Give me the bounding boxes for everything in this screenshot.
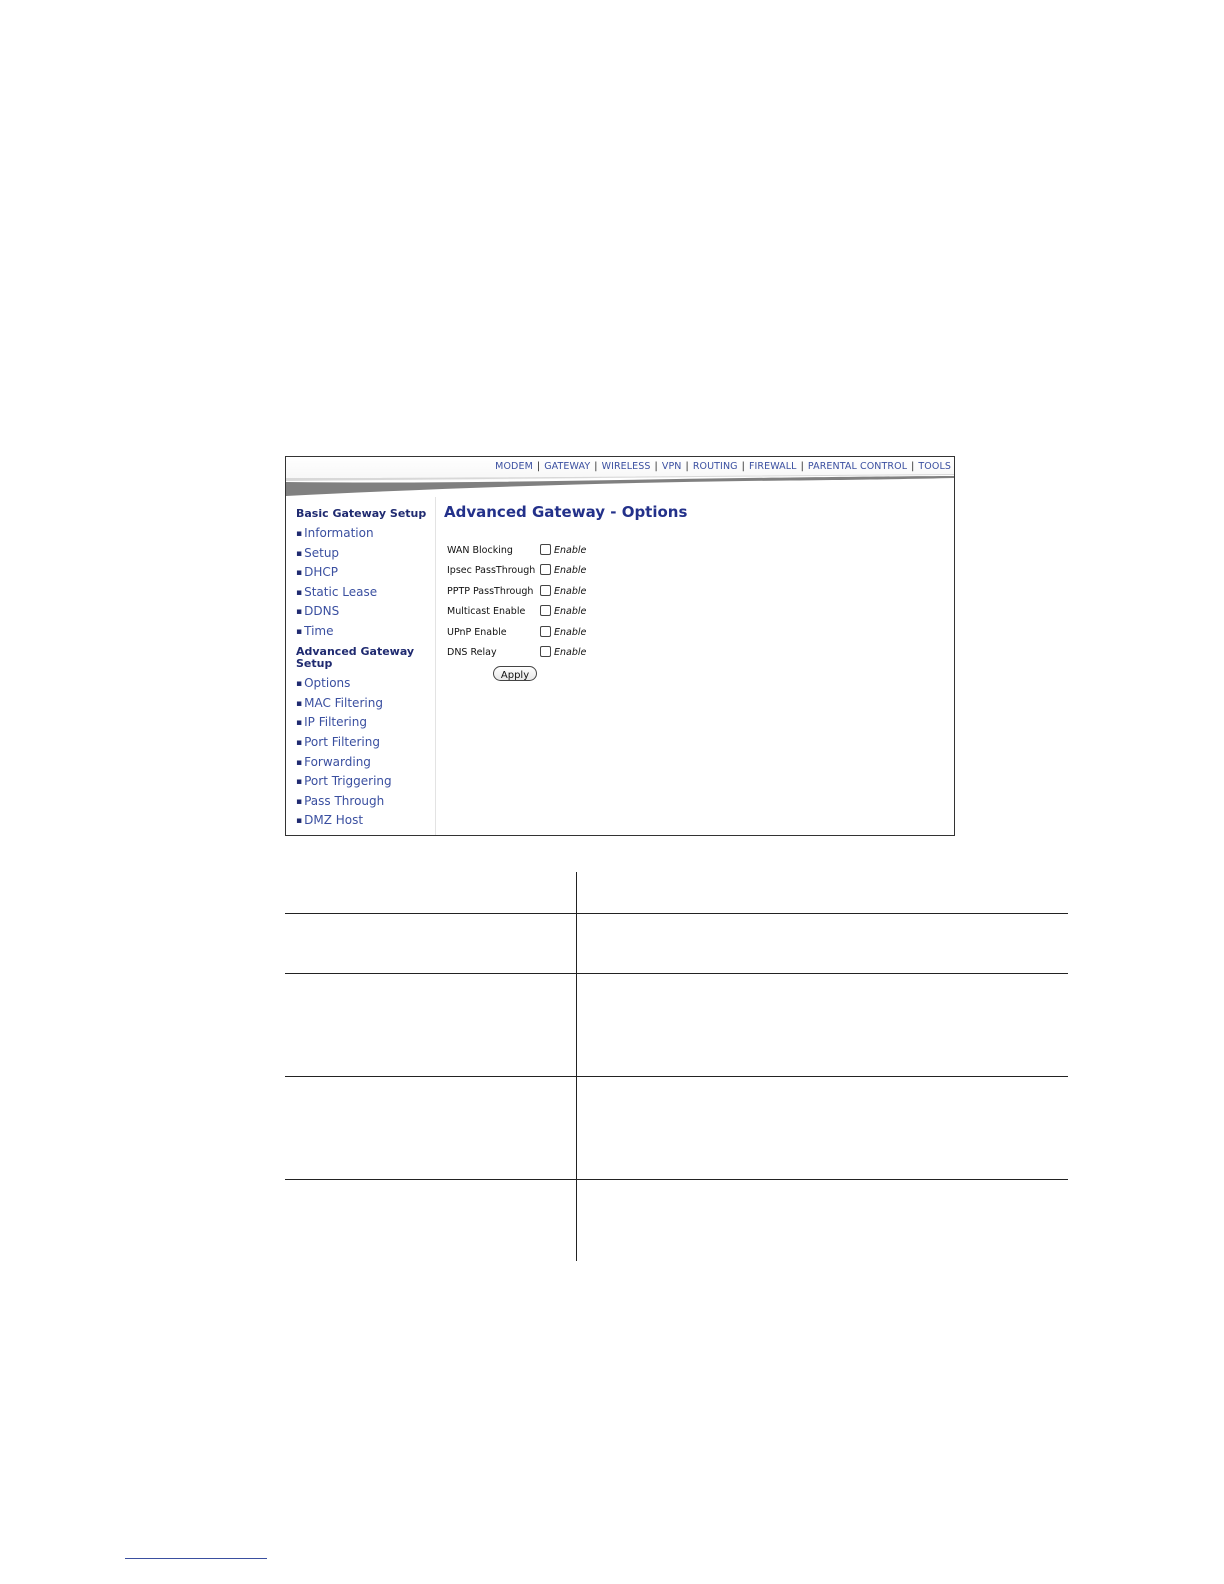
checkbox-upnp-enable[interactable] xyxy=(540,626,551,637)
sidebar-item-mac-filtering[interactable]: ▪ MAC Filtering xyxy=(296,696,383,710)
footnote-rule xyxy=(125,1558,267,1559)
bullet-icon: ▪ xyxy=(296,549,303,559)
nav-firewall[interactable]: FIREWALL xyxy=(748,461,797,472)
table-column-divider xyxy=(576,872,577,1261)
top-navigation: MODEM | GATEWAY | WIRELESS | VPN | ROUTING | FIREWALL | PARENTAL CONTROL | TOOLS xyxy=(495,461,951,472)
option-label-upnp-enable: UPnP Enable xyxy=(447,627,507,638)
main-content xyxy=(436,497,954,835)
checkbox-label: Enable xyxy=(554,606,587,617)
nav-routing[interactable]: ROUTING xyxy=(692,461,738,472)
sidebar-item-forwarding[interactable]: ▪ Forwarding xyxy=(296,755,371,769)
sidebar-heading-advanced: Advanced Gateway Setup xyxy=(296,645,415,670)
sidebar-item-time[interactable]: ▪ Time xyxy=(296,624,334,638)
nav-tools[interactable]: TOOLS xyxy=(918,461,951,472)
checkbox-dns-relay[interactable] xyxy=(540,646,551,657)
sidebar-item-port-triggering[interactable]: ▪ Port Triggering xyxy=(296,774,392,788)
checkbox-pptp-passthrough[interactable] xyxy=(540,585,551,596)
bullet-icon: ▪ xyxy=(296,758,303,768)
bullet-icon: ▪ xyxy=(296,797,303,807)
checkbox-label: Enable xyxy=(554,545,587,556)
apply-button[interactable]: Apply xyxy=(493,666,537,681)
sidebar-item-ddns[interactable]: ▪ DDNS xyxy=(296,604,340,618)
sidebar-item-ip-filtering[interactable]: ▪ IP Filtering xyxy=(296,715,367,729)
sidebar-item-information[interactable]: ▪ Information xyxy=(296,526,374,540)
sidebar xyxy=(286,497,436,835)
option-label-multicast-enable: Multicast Enable xyxy=(447,606,526,617)
bullet-icon: ▪ xyxy=(296,777,303,787)
bullet-icon: ▪ xyxy=(296,607,303,617)
top-banner xyxy=(286,457,954,495)
sidebar-item-port-filtering[interactable]: ▪ Port Filtering xyxy=(296,735,380,749)
nav-vpn[interactable]: VPN xyxy=(661,461,682,472)
bullet-icon: ▪ xyxy=(296,588,303,598)
bullet-icon: ▪ xyxy=(296,627,303,637)
table-row-divider xyxy=(285,1076,1068,1077)
option-label-ipsec-passthrough: Ipsec PassThrough xyxy=(447,565,536,576)
bullet-icon: ▪ xyxy=(296,738,303,748)
bullet-icon: ▪ xyxy=(296,679,303,689)
table-row-divider xyxy=(285,973,1068,974)
sidebar-item-setup[interactable]: ▪ Setup xyxy=(296,546,340,560)
bullet-icon: ▪ xyxy=(296,568,303,578)
sidebar-item-options[interactable]: ▪ Options xyxy=(296,676,351,690)
option-label-pptp-passthrough: PPTP PassThrough xyxy=(447,586,534,597)
option-label-dns-relay: DNS Relay xyxy=(447,647,497,658)
checkbox-label: Enable xyxy=(554,586,587,597)
sidebar-item-pass-through[interactable]: ▪ Pass Through xyxy=(296,794,385,808)
nav-modem[interactable]: MODEM xyxy=(495,461,533,472)
checkbox-label: Enable xyxy=(554,565,587,576)
checkbox-multicast-enable[interactable] xyxy=(540,605,551,616)
nav-wireless[interactable]: WIRELESS xyxy=(601,461,651,472)
sidebar-item-dmz-host[interactable]: ▪ DMZ Host xyxy=(296,813,364,827)
bullet-icon: ▪ xyxy=(296,718,303,728)
sidebar-item-dhcp[interactable]: ▪ DHCP xyxy=(296,565,338,579)
bullet-icon: ▪ xyxy=(296,816,303,826)
checkbox-label: Enable xyxy=(554,647,587,658)
checkbox-label: Enable xyxy=(554,627,587,638)
checkbox-ipsec-passthrough[interactable] xyxy=(540,564,551,575)
nav-gateway[interactable]: GATEWAY xyxy=(544,461,591,472)
page-title: Advanced Gateway - Options xyxy=(444,503,688,521)
bullet-icon: ▪ xyxy=(296,699,303,709)
table-row-divider xyxy=(285,913,1068,914)
sidebar-heading-basic: Basic Gateway Setup xyxy=(296,507,427,520)
header-swoosh xyxy=(286,472,954,496)
nav-parental-control[interactable]: PARENTAL CONTROL xyxy=(807,461,908,472)
option-label-wan-blocking: WAN Blocking xyxy=(447,545,513,556)
bullet-icon: ▪ xyxy=(296,529,303,539)
router-ui-screenshot xyxy=(285,456,955,836)
table-row-divider xyxy=(285,1179,1068,1180)
checkbox-wan-blocking[interactable] xyxy=(540,544,551,555)
sidebar-item-static-lease[interactable]: ▪ Static Lease xyxy=(296,585,378,599)
